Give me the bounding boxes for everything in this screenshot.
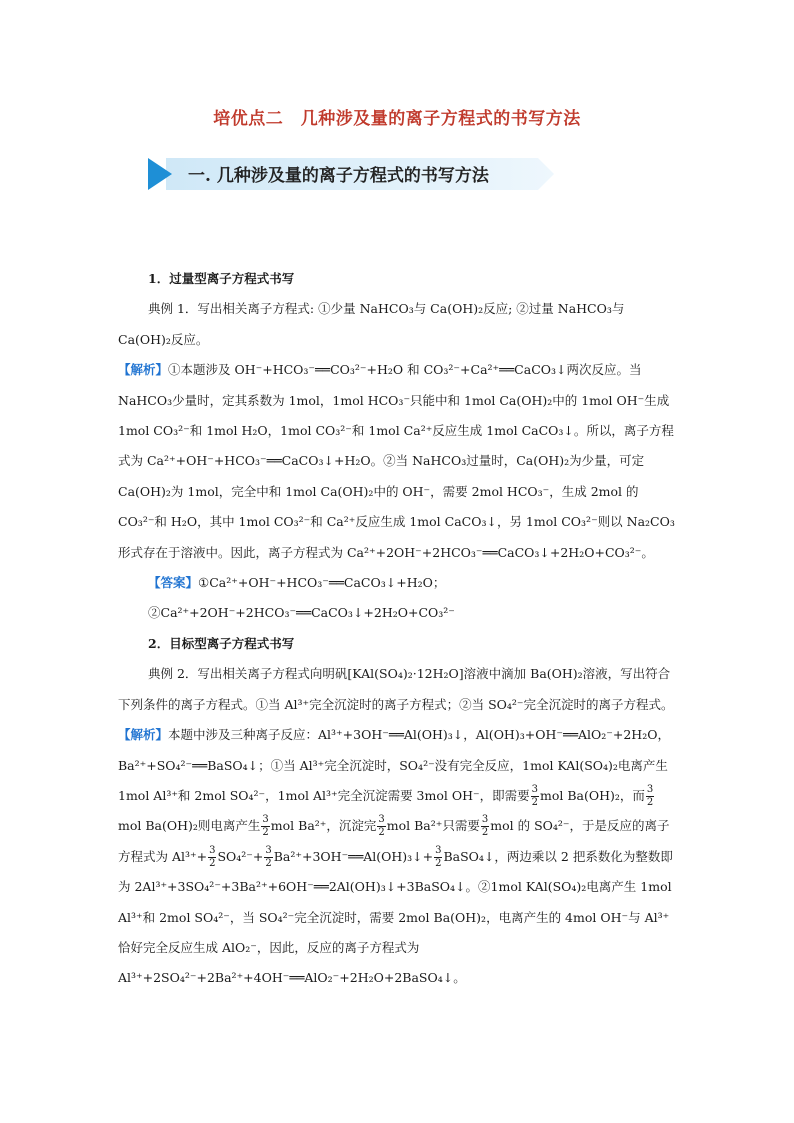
analysis-2-part-7: SO₄²⁻+ — [217, 848, 264, 864]
answer-text-1: ①Ca²⁺+OH⁻+HCO₃⁻══CaCO₃↓+H₂O；②Ca²⁺+2OH⁻+2HCO₃⁻══CaCO₃↓+2H₂O+CO₃²⁻ — [148, 575, 455, 621]
fraction-denominator: 2 — [209, 857, 216, 869]
fraction-3-2 — [434, 845, 442, 870]
fraction-3-2 — [646, 784, 654, 809]
section-heading-2: 2．目标型离子方程式书写 — [148, 635, 295, 651]
fraction-3-2 — [208, 845, 216, 870]
example-1: 典例 1．写出相关离子方程式: ①少量 NaHCO₃与 Ca(OH)₂反应; ②过量 NaHCO₃与 Ca(OH)₂反应。 — [118, 301, 625, 347]
fraction-3-2 — [264, 845, 272, 870]
answer-1 — [118, 568, 678, 629]
fraction-numerator: 3 — [435, 844, 442, 856]
document-body — [118, 264, 678, 994]
analysis-2-part-9: BaSO₄↓，两边乘以 2 把系数化为整数即为 2Al³⁺+3SO₄²⁻+3Ba²⁺+6OH⁻══2Al(OH)₃↓+3BaSO₄↓。②1mol KAl(SO₄)₂电离产生 1mol Al³⁺和 2mol SO₄²⁻，当 SO₄²⁻完全沉淀时，需要 2mol Ba(OH)₂，电离产生的 4mol OH⁻与 Al³⁺恰好完全反应生成 AlO₂⁻，因此，反应的离子方程式为 Al³⁺+2SO₄²⁻+2Ba²⁺+4OH⁻══AlO₂⁻+2H₂O+2BaSO₄↓。 — [118, 848, 673, 986]
analysis-2-part-2: mol Ba(OH)₂，而 — [539, 787, 645, 803]
fraction-numerator: 3 — [262, 814, 269, 826]
fraction-numerator: 3 — [378, 814, 385, 826]
fraction-denominator: 2 — [262, 827, 269, 839]
section-banner — [146, 156, 556, 192]
analysis-label-1: 【解析】 — [118, 362, 169, 378]
analysis-2-part-5: mol Ba²⁺只需要 — [386, 818, 480, 834]
analysis-label-2: 【解析】 — [118, 727, 169, 743]
fraction-numerator: 3 — [481, 814, 489, 826]
document-title: 培优点二 几种涉及量的离子方程式的书写方法 — [213, 109, 581, 129]
fraction-numerator: 3 — [646, 783, 654, 795]
fraction-denominator: 2 — [435, 857, 442, 869]
example-2: 典例 2．写出相关离子方程式向明矾[KAl(SO₄)₂·12H₂O]溶液中滴加 Ba(OH)₂溶液，写出符合下列条件的离子方程式。①当 Al³⁺完全沉淀时的离子方程式；②当 SO₄²⁻完全沉淀时的离子方程式。 — [118, 666, 674, 712]
analysis-2-part-8: Ba²⁺+3OH⁻══Al(OH)₃↓+ — [273, 848, 434, 864]
fraction-denominator: 2 — [531, 796, 538, 808]
analysis-2-part-3: mol Ba(OH)₂则电离产生 — [118, 818, 261, 834]
analysis-2-part-4: mol Ba²⁺，沉淀完 — [270, 818, 377, 834]
fraction-3-2 — [531, 784, 539, 809]
analysis-2-part-6: mol 的 SO₄²⁻，于是反应的离子方程式为 Al³⁺+ — [118, 818, 670, 864]
fraction-3-2 — [377, 814, 385, 839]
fraction-3-2 — [481, 814, 489, 839]
fraction-denominator: 2 — [646, 796, 654, 808]
fraction-numerator: 3 — [265, 844, 272, 856]
analysis-2-part-1: 本题中涉及三种离子反应：Al³⁺+3OH⁻══Al(OH)₃↓，Al(OH)₃+OH⁻══AlO₂⁻+2H₂O，Ba²⁺+SO₄²⁻══BaSO₄↓；①当 Al³⁺完全沉淀时，SO₄²⁻没有完全反应，1mol KAl(SO₄)₂电离产生 1mol Al³⁺和 2mol SO₄²⁻，1mol Al³⁺完全沉淀需要 3mol OH⁻，即需要 — [118, 727, 670, 803]
analysis-1 — [118, 355, 678, 568]
banner-title: 一. 几种涉及量的离子方程式的书写方法 — [188, 166, 489, 186]
analysis-2 — [118, 720, 678, 994]
section-heading-1: 1．过量型离子方程式书写 — [148, 271, 295, 286]
fraction-denominator: 2 — [481, 827, 489, 839]
analysis-text-1: ①本题涉及 OH⁻+HCO₃⁻══CO₃²⁻+H₂O 和 CO₃²⁻+Ca²⁺══CaCO₃↓两次反应。当 NaHCO₃少量时，定其系数为 1mol，1mol HCO₃⁻只能中和 1mol Ca(OH)₂中的 1mol OH⁻生成 1mol CO₃²⁻和 1mol H₂O，1mol CO₃²⁻和 1mol Ca²⁺反应生成 1mol CaCO₃↓。所以，离子方程式为 Ca²⁺+OH⁻+HCO₃⁻══CaCO₃↓+H₂O。②当 NaHCO₃过量时，Ca(OH)₂为少量，可定 Ca(OH)₂为 1mol，完全中和 1mol Ca(OH)₂中的 OH⁻，需要 2mol HCO₃⁻，生成 2mol 的 CO₃²⁻和 H₂O，其中 1mol CO₃²⁻和 Ca²⁺反应生成 1mol CaCO₃↓，另 1mol CO₃²⁻则以 Na₂CO₃形式存在于溶液中。因此，离子方程式为 Ca²⁺+2OH⁻+2HCO₃⁻══CaCO₃↓+2H₂O+CO₃²⁻。 — [118, 362, 675, 560]
answer-label-1: 【答案】 — [148, 575, 199, 591]
fraction-3-2 — [261, 814, 269, 839]
fraction-numerator: 3 — [209, 844, 216, 856]
fraction-denominator: 2 — [265, 857, 272, 869]
fraction-numerator: 3 — [531, 783, 538, 795]
fraction-denominator: 2 — [378, 827, 385, 839]
